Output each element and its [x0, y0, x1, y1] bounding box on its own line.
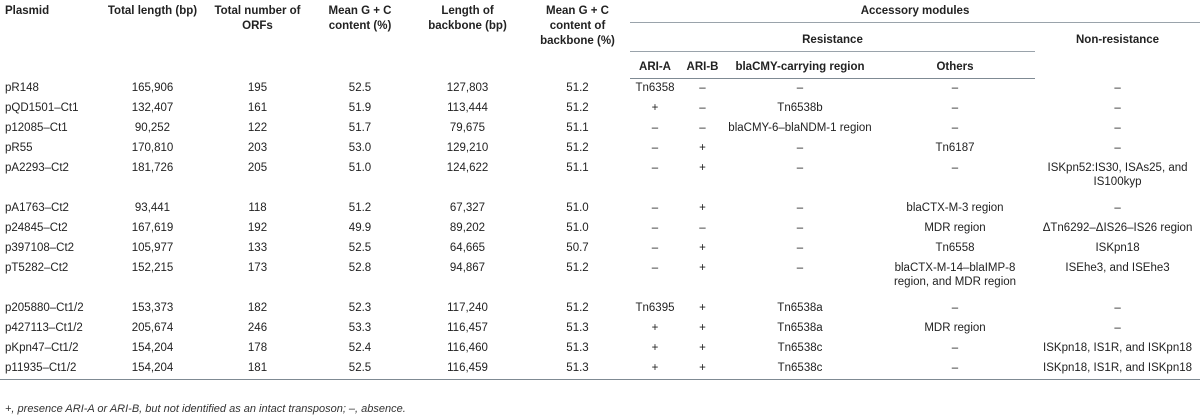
table-body [0, 79, 1200, 380]
cell-ari-a: – [651, 162, 659, 174]
cell-total-orfs: 181 [247, 362, 268, 374]
cell-plasmid: p397108–Ct2 [5, 242, 75, 254]
cell-mean-gc-backbone: 51.0 [566, 222, 589, 234]
cell-mean-gc-backbone: 51.3 [566, 322, 589, 334]
cell-backbone-length: 67,327 [449, 202, 486, 214]
cell-plasmid: p205880–Ct1/2 [5, 302, 84, 314]
cell-ari-b: + [699, 362, 706, 374]
cell-mean-gc: 53.0 [348, 142, 372, 154]
table-footnote: +, presence ARI-A or ARI-B, but not identified as an intact transposon; –, absence. [5, 403, 406, 415]
table-row [0, 339, 1200, 359]
header-backbone-length: Length of backbone (bp) [428, 5, 507, 32]
cell-non-resistance: – [1114, 122, 1121, 134]
cell-others: blaCTX-M-14–blaIMP-8 region, and MDR region [893, 262, 1017, 288]
cell-total-orfs: 205 [247, 162, 268, 174]
cell-backbone-length: 94,867 [449, 262, 486, 274]
cell-ari-a: + [651, 362, 659, 374]
cell-backbone-length: 117,240 [447, 302, 488, 314]
cell-non-resistance: ISEhe3, and ISEhe3 [1065, 262, 1170, 274]
cell-ari-a: – [651, 262, 659, 274]
cell-mean-gc-backbone: 51.1 [566, 162, 589, 174]
header-mean-gc: Mean G + C content (%) [328, 5, 392, 32]
cell-ari-a: + [651, 342, 659, 354]
cell-backbone-length: 113,444 [447, 102, 488, 114]
table-row [0, 193, 1200, 219]
cell-bla-cmy-region: Tn6538a [777, 322, 823, 334]
cell-mean-gc: 51.7 [348, 122, 372, 134]
cell-plasmid: pA2293–Ct2 [5, 162, 69, 174]
cell-ari-a: Tn6395 [635, 302, 675, 314]
cell-ari-b: + [699, 202, 706, 214]
cell-ari-a: – [651, 122, 659, 134]
cell-non-resistance: – [1114, 81, 1121, 94]
cell-non-resistance: ISKpn18 [1095, 242, 1140, 254]
cell-bla-cmy-region: Tn6538c [777, 362, 823, 374]
header-ari-b: ARI-B [680, 52, 725, 79]
cell-ari-a: – [651, 142, 659, 154]
cell-total-orfs: 173 [247, 262, 268, 274]
cell-bla-cmy-region: Tn6538c [777, 342, 823, 354]
table-row [0, 319, 1200, 339]
table-row [0, 79, 1200, 100]
cell-mean-gc: 49.9 [348, 222, 372, 234]
cell-others: – [951, 362, 959, 374]
cell-plasmid: pKpn47–Ct1/2 [5, 342, 79, 354]
cell-total-length: 153,373 [131, 302, 174, 314]
table-row [0, 293, 1200, 319]
cell-ari-a: – [651, 242, 659, 254]
header-total-orfs: Total number of ORFs [214, 5, 301, 32]
cell-mean-gc: 52.5 [348, 362, 372, 374]
cell-non-resistance: ISKpn18, IS1R, and ISKpn18 [1043, 342, 1193, 354]
cell-backbone-length: 89,202 [449, 222, 486, 234]
cell-plasmid: pR55 [5, 142, 33, 154]
cell-plasmid: pA1763–Ct2 [5, 202, 69, 214]
cell-bla-cmy-region: – [796, 82, 804, 94]
cell-plasmid: p12085–Ct1 [5, 122, 68, 134]
cell-others: – [951, 342, 959, 354]
cell-non-resistance: – [1114, 142, 1121, 154]
cell-mean-gc: 52.5 [348, 81, 372, 94]
cell-mean-gc-backbone: 50.7 [566, 242, 589, 254]
cell-backbone-length: 124,622 [446, 162, 489, 174]
cell-ari-b: + [699, 142, 706, 154]
cell-total-orfs: 246 [247, 322, 268, 334]
cell-total-orfs: 203 [247, 142, 268, 154]
cell-total-orfs: 182 [247, 302, 268, 314]
cell-mean-gc: 52.5 [348, 242, 372, 254]
cell-non-resistance: – [1114, 102, 1121, 114]
cell-total-orfs: 192 [247, 222, 268, 234]
cell-non-resistance: – [1114, 322, 1121, 334]
cell-ari-a: + [651, 322, 659, 334]
cell-non-resistance: – [1114, 202, 1121, 214]
cell-plasmid: pT5282–Ct2 [5, 262, 69, 274]
cell-plasmid: p24845–Ct2 [5, 222, 68, 234]
cell-bla-cmy-region: Tn6538a [777, 302, 823, 314]
cell-mean-gc-backbone: 51.2 [566, 302, 589, 314]
cell-others: – [951, 162, 959, 174]
cell-ari-b: + [699, 342, 706, 354]
table-row [0, 259, 1200, 293]
cell-non-resistance: ISKpn52:IS30, ISAs25, and IS100kyp [1047, 162, 1188, 188]
cell-bla-cmy-region: – [796, 222, 804, 234]
cell-others: – [951, 82, 959, 94]
cell-others: – [951, 302, 959, 314]
cell-total-length: 105,977 [131, 242, 174, 254]
cell-backbone-length: 116,457 [447, 322, 488, 334]
cell-total-length: 165,906 [131, 81, 174, 94]
header-non-resistance: Non-resistance [1075, 34, 1160, 46]
cell-mean-gc: 51.2 [348, 202, 372, 214]
cell-mean-gc-backbone: 51.3 [566, 342, 589, 354]
cell-total-orfs: 133 [247, 242, 268, 254]
table-row [0, 219, 1200, 239]
cell-plasmid: p11935–Ct1/2 [5, 362, 77, 374]
cell-backbone-length: 79,675 [449, 122, 486, 134]
cell-ari-b: – [699, 102, 706, 114]
cell-total-length: 167,619 [131, 222, 174, 234]
cell-others: – [951, 122, 959, 134]
cell-total-orfs: 195 [247, 81, 268, 94]
cell-mean-gc: 51.9 [348, 102, 372, 114]
cell-mean-gc-backbone: 51.2 [566, 262, 589, 274]
table-row [0, 119, 1200, 139]
cell-ari-b: – [699, 122, 706, 134]
header-plasmid: Plasmid [5, 5, 50, 17]
table-row [0, 99, 1200, 119]
cell-others: – [951, 102, 959, 114]
header-others: Others [875, 52, 1035, 79]
cell-mean-gc-backbone: 51.2 [566, 102, 589, 114]
cell-mean-gc: 52.4 [348, 342, 372, 354]
cell-backbone-length: 129,210 [446, 142, 489, 154]
cell-bla-cmy-region: – [796, 142, 804, 154]
cell-others: MDR region [924, 222, 986, 234]
header-accessory-modules: Accessory modules [630, 0, 1200, 23]
cell-ari-b: + [699, 242, 706, 254]
cell-non-resistance: ISKpn18, IS1R, and ISKpn18 [1043, 362, 1193, 374]
cell-total-length: 154,204 [131, 342, 174, 354]
cell-ari-b: – [699, 222, 706, 234]
cell-plasmid: pR148 [5, 81, 39, 94]
cell-bla-cmy-region: – [796, 202, 804, 214]
cell-mean-gc-backbone: 51.2 [566, 142, 589, 154]
cell-others: Tn6558 [935, 242, 975, 254]
table-row [0, 139, 1200, 159]
cell-non-resistance: – [1114, 302, 1121, 314]
table-row [0, 239, 1200, 259]
cell-total-length: 93,441 [134, 202, 171, 214]
cell-backbone-length: 127,803 [446, 81, 489, 94]
cell-total-orfs: 122 [247, 122, 268, 134]
cell-ari-b: – [699, 82, 706, 94]
cell-bla-cmy-region: – [796, 162, 804, 174]
cell-mean-gc-backbone: 51.3 [566, 362, 589, 374]
cell-ari-a: – [651, 202, 659, 214]
cell-mean-gc: 51.0 [348, 162, 372, 174]
cell-non-resistance: ΔTn6292–ΔIS26–IS26 region [1042, 222, 1193, 234]
cell-bla-cmy-region: – [796, 242, 804, 254]
cell-total-length: 170,810 [131, 142, 174, 154]
cell-total-orfs: 118 [248, 202, 267, 214]
cell-total-orfs: 178 [247, 342, 268, 354]
cell-others: Tn6187 [935, 142, 975, 154]
cell-backbone-length: 64,665 [449, 242, 486, 254]
cell-bla-cmy-region: blaCMY-6–blaNDM-1 region [728, 122, 872, 134]
cell-others: blaCTX-M-3 region [906, 202, 1004, 214]
header-total-length: Total length (bp) [107, 5, 198, 17]
header-resistance: Resistance [630, 23, 1035, 52]
cell-mean-gc-backbone: 51.0 [566, 202, 589, 214]
cell-total-length: 205,674 [131, 322, 174, 334]
cell-total-length: 90,252 [134, 122, 171, 134]
cell-mean-gc-backbone: 51.1 [566, 122, 589, 134]
cell-bla-cmy-region: Tn6538b [777, 102, 823, 114]
cell-mean-gc: 52.3 [348, 302, 372, 314]
cell-ari-b: + [699, 302, 706, 314]
cell-others: MDR region [924, 322, 986, 334]
header-ari-a: ARI-A [630, 52, 680, 79]
cell-ari-b: + [699, 322, 706, 334]
cell-mean-gc: 53.3 [348, 322, 372, 334]
cell-ari-a: + [651, 102, 659, 114]
cell-bla-cmy-region: – [796, 262, 804, 274]
cell-mean-gc: 52.8 [348, 262, 372, 274]
cell-total-length: 152,215 [131, 262, 174, 274]
cell-backbone-length: 116,459 [447, 362, 488, 374]
cell-ari-b: + [699, 262, 706, 274]
cell-ari-a: Tn6358 [635, 82, 675, 94]
cell-ari-b: + [699, 162, 706, 174]
header-mean-gc-backbone: Mean G + C content of backbone (%) [540, 5, 615, 47]
cell-mean-gc-backbone: 51.2 [566, 81, 589, 94]
cell-total-length: 132,407 [131, 102, 174, 114]
table-row [0, 359, 1200, 380]
table-row [0, 159, 1200, 193]
cell-backbone-length: 116,460 [447, 342, 488, 354]
header-bla-cmy-region: blaCMY-carrying region [725, 52, 875, 79]
cell-total-length: 154,204 [131, 362, 174, 374]
cell-ari-a: – [651, 222, 659, 234]
cell-total-orfs: 161 [247, 102, 268, 114]
cell-total-length: 181,726 [131, 162, 174, 174]
cell-plasmid: p427113–Ct1/2 [5, 322, 83, 334]
cell-plasmid: pQD1501–Ct1 [5, 102, 79, 114]
